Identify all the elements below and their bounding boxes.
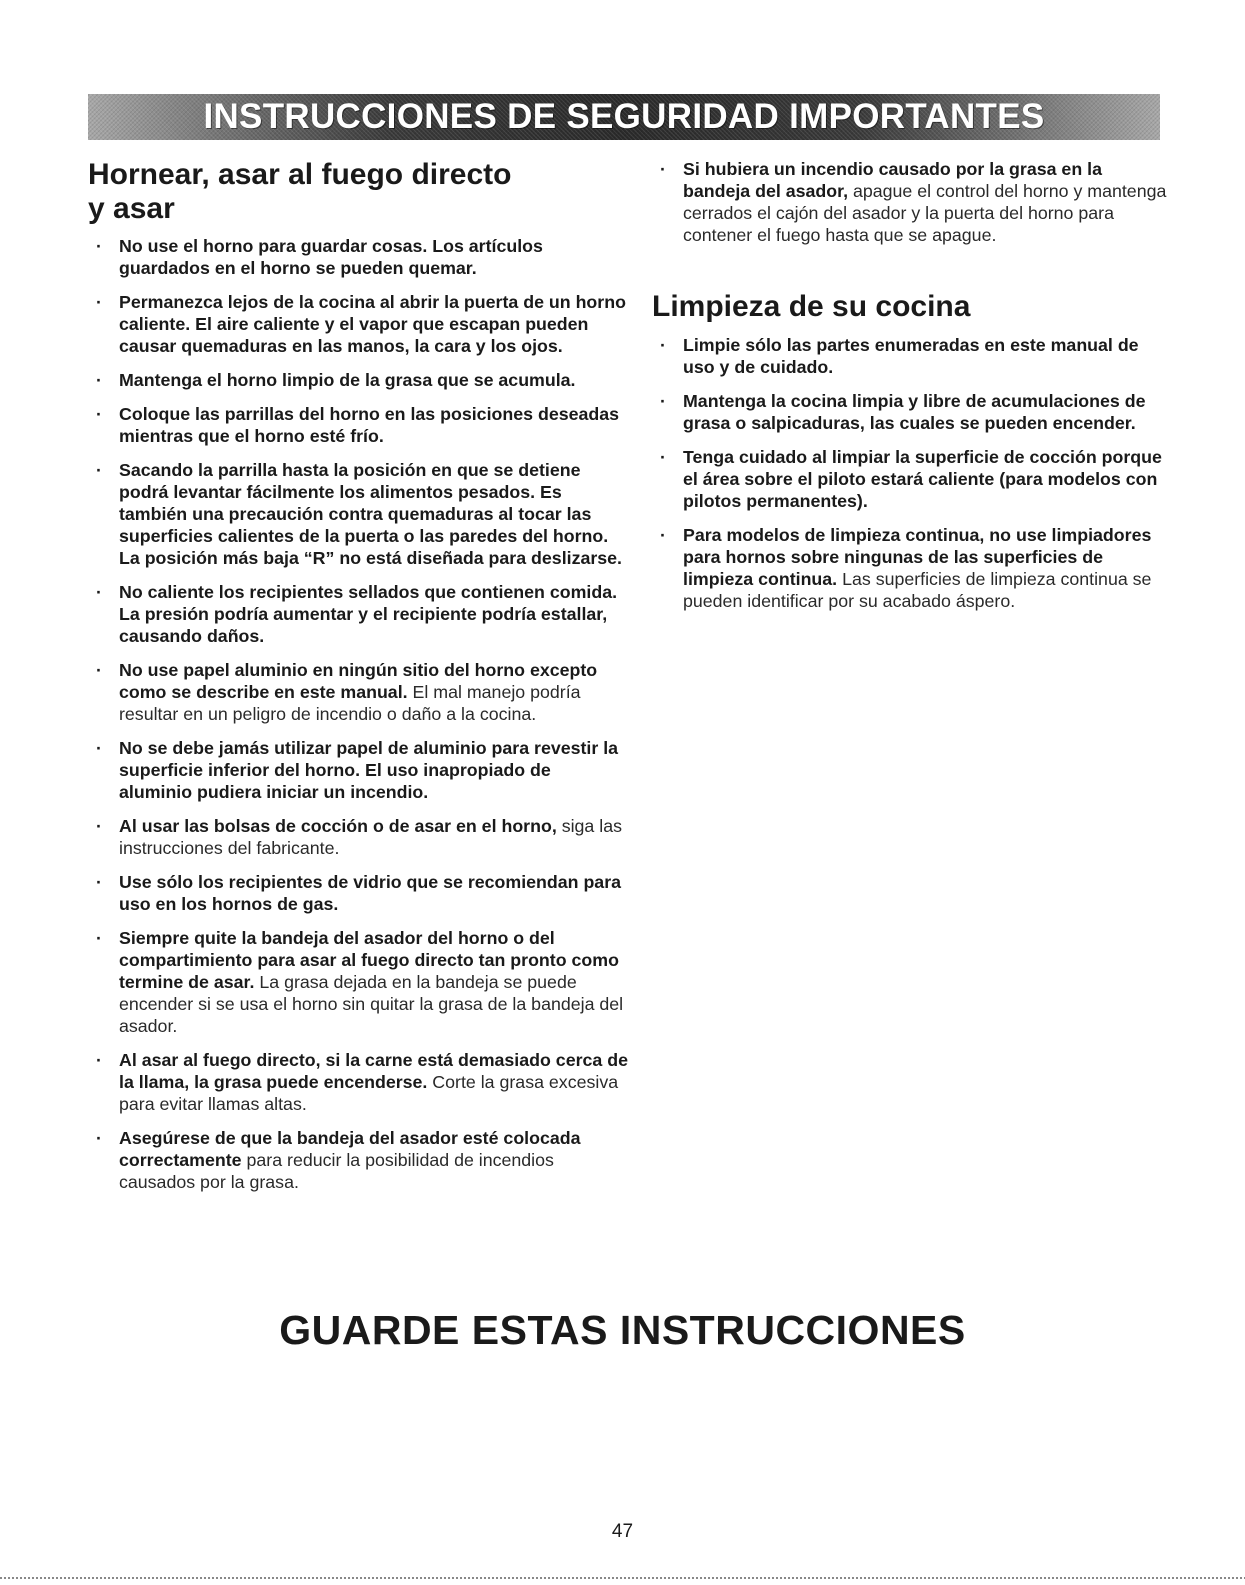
item-bold-text: No use el horno para guardar cosas. Los artículos guardados en el horno se pueden quemar. [119,236,543,278]
item-bold-text: Use sólo los recipientes de vidrio que se recomiendan para uso en los hornos de gas. [119,872,621,914]
list-item [88,1127,628,1193]
right-column [652,158,1172,624]
item-regular-text: El mal manejo podría resultar en un peligro de incendio o daño a la cocina. [119,682,581,724]
item-bold-text: Permanezca lejos de la cocina al abrir la puerta de un horno caliente. El aire caliente y el vapor que escapan pueden causar quemaduras en las manos, la cara y los ojos. [119,292,626,356]
baking-section-heading [88,158,628,226]
list-item [88,815,628,859]
item-regular-text: Las superficies de limpieza continua se pueden identificar por su acabado áspero. [683,569,1152,611]
bullet-icon: · [96,582,102,602]
list-item [88,291,628,357]
item-bold-text: Coloque las parrillas del horno en las posiciones deseadas mientras que el horno esté frío. [119,404,620,446]
list-item [88,369,628,391]
list-item [88,659,628,725]
bullet-icon: · [96,236,102,256]
bullet-icon: · [96,872,102,892]
item-bold-text: Para modelos de limpieza continua, no use limpiadores para hornos sobre ningunas de las superficies de limpieza continua. [683,525,1152,589]
item-bold-text: Al usar las bolsas de cocción o de asar en el horno, [119,816,557,836]
list-item [88,1049,628,1115]
list-item [88,403,628,447]
bullet-icon: · [660,447,666,467]
bullet-icon: · [96,1050,102,1070]
baking-safety-list [88,235,628,1193]
item-bold-text: Mantenga la cocina limpia y libre de acumulaciones de grasa o salpicaduras, las cuales se pueden encender. [683,391,1146,433]
save-instructions-title: GUARDE ESTAS INSTRUCCIONES [279,1307,966,1353]
list-item [88,235,628,279]
grease-fire-list [652,158,1172,246]
heading-line-2: y asar [88,192,175,225]
item-regular-text: Corte la grasa excesiva para evitar llamas altas. [119,1072,619,1114]
cleaning-safety-list [652,334,1172,612]
bullet-icon: · [660,335,666,355]
item-bold-text: No caliente los recipientes sellados que contienen comida. La presión podría aumentar y el recipiente podría estallar, causando daños. [119,582,618,646]
item-regular-text: La grasa dejada en la bandeja se puede encender si se usa el horno sin quitar la grasa de la bandeja del asador. [119,972,624,1036]
bullet-icon: · [96,370,102,390]
list-item [88,459,628,569]
bullet-icon: · [96,292,102,312]
item-bold-text: Mantenga el horno limpio de la grasa que se acumula. [119,370,576,390]
bullet-icon: · [96,928,102,948]
list-item [652,446,1172,512]
bullet-icon: · [96,660,102,680]
item-bold-text: Al asar al fuego directo, si la carne está demasiado cerca de la llama, la grasa puede encenderse. [119,1050,628,1092]
item-regular-text: para reducir la posibilidad de incendios causados por la grasa. [119,1150,554,1192]
item-bold-text: Tenga cuidado al limpiar la superficie de cocción porque el área sobre el piloto estará caliente (para modelos con pilotos permanentes). [683,447,1162,511]
list-item [652,390,1172,434]
left-column [88,158,628,1205]
bottom-divider [0,1577,1245,1579]
item-bold-text: No se debe jamás utilizar papel de aluminio para revestir la superficie inferior del horno. El uso inapropiado de aluminio pudiera iniciar un incendio. [119,738,619,802]
item-bold-text: Asegúrese de que la bandeja del asador esté colocada correctamente [119,1128,581,1170]
item-bold-text: Limpie sólo las partes enumeradas en este manual de uso y de cuidado. [683,335,1139,377]
bullet-icon: · [96,404,102,424]
bullet-icon: · [96,1128,102,1148]
list-item [652,524,1172,612]
list-item [88,871,628,915]
list-item [88,927,628,1037]
banner-title: INSTRUCCIONES DE SEGURIDAD IMPORTANTES [203,97,1045,136]
item-bold-text: Si hubiera un incendio causado por la grasa en la bandeja del asador, [683,159,1102,201]
bullet-icon: · [660,525,666,545]
cleaning-section-heading: Limpieza de su cocina [652,290,971,323]
bullet-icon: · [660,159,666,179]
list-item [652,158,1172,246]
item-bold-text: No use papel aluminio en ningún sitio del horno excepto como se describe en este manual. [119,660,598,702]
safety-banner [88,94,1160,140]
item-regular-text: apague el control del horno y mantenga cerrados el cajón del asador y la puerta del horno para contener el fuego hasta que se apague. [683,181,1167,245]
page-number: 47 [611,1521,634,1542]
item-regular-text: siga las instrucciones del fabricante. [119,816,622,858]
bullet-icon: · [96,460,102,480]
list-item [88,581,628,647]
item-bold-text: Sacando la parrilla hasta la posición en que se detiene podrá levantar fácilmente los alimentos pesados. Es también una precaución contra quemaduras al tocar las superficies calientes de la puerta o las paredes del horno. La posición más baja “R” no está diseñada para deslizarse. [119,460,622,568]
item-bold-text: Siempre quite la bandeja del asador del horno o del compartimiento para asar al fuego directo tan pronto como termine de asar. [119,928,619,992]
list-item [88,737,628,803]
bullet-icon: · [660,391,666,411]
bullet-icon: · [96,816,102,836]
bullet-icon: · [96,738,102,758]
heading-line-1: Hornear, asar al fuego directo [88,158,512,191]
list-item [652,334,1172,378]
